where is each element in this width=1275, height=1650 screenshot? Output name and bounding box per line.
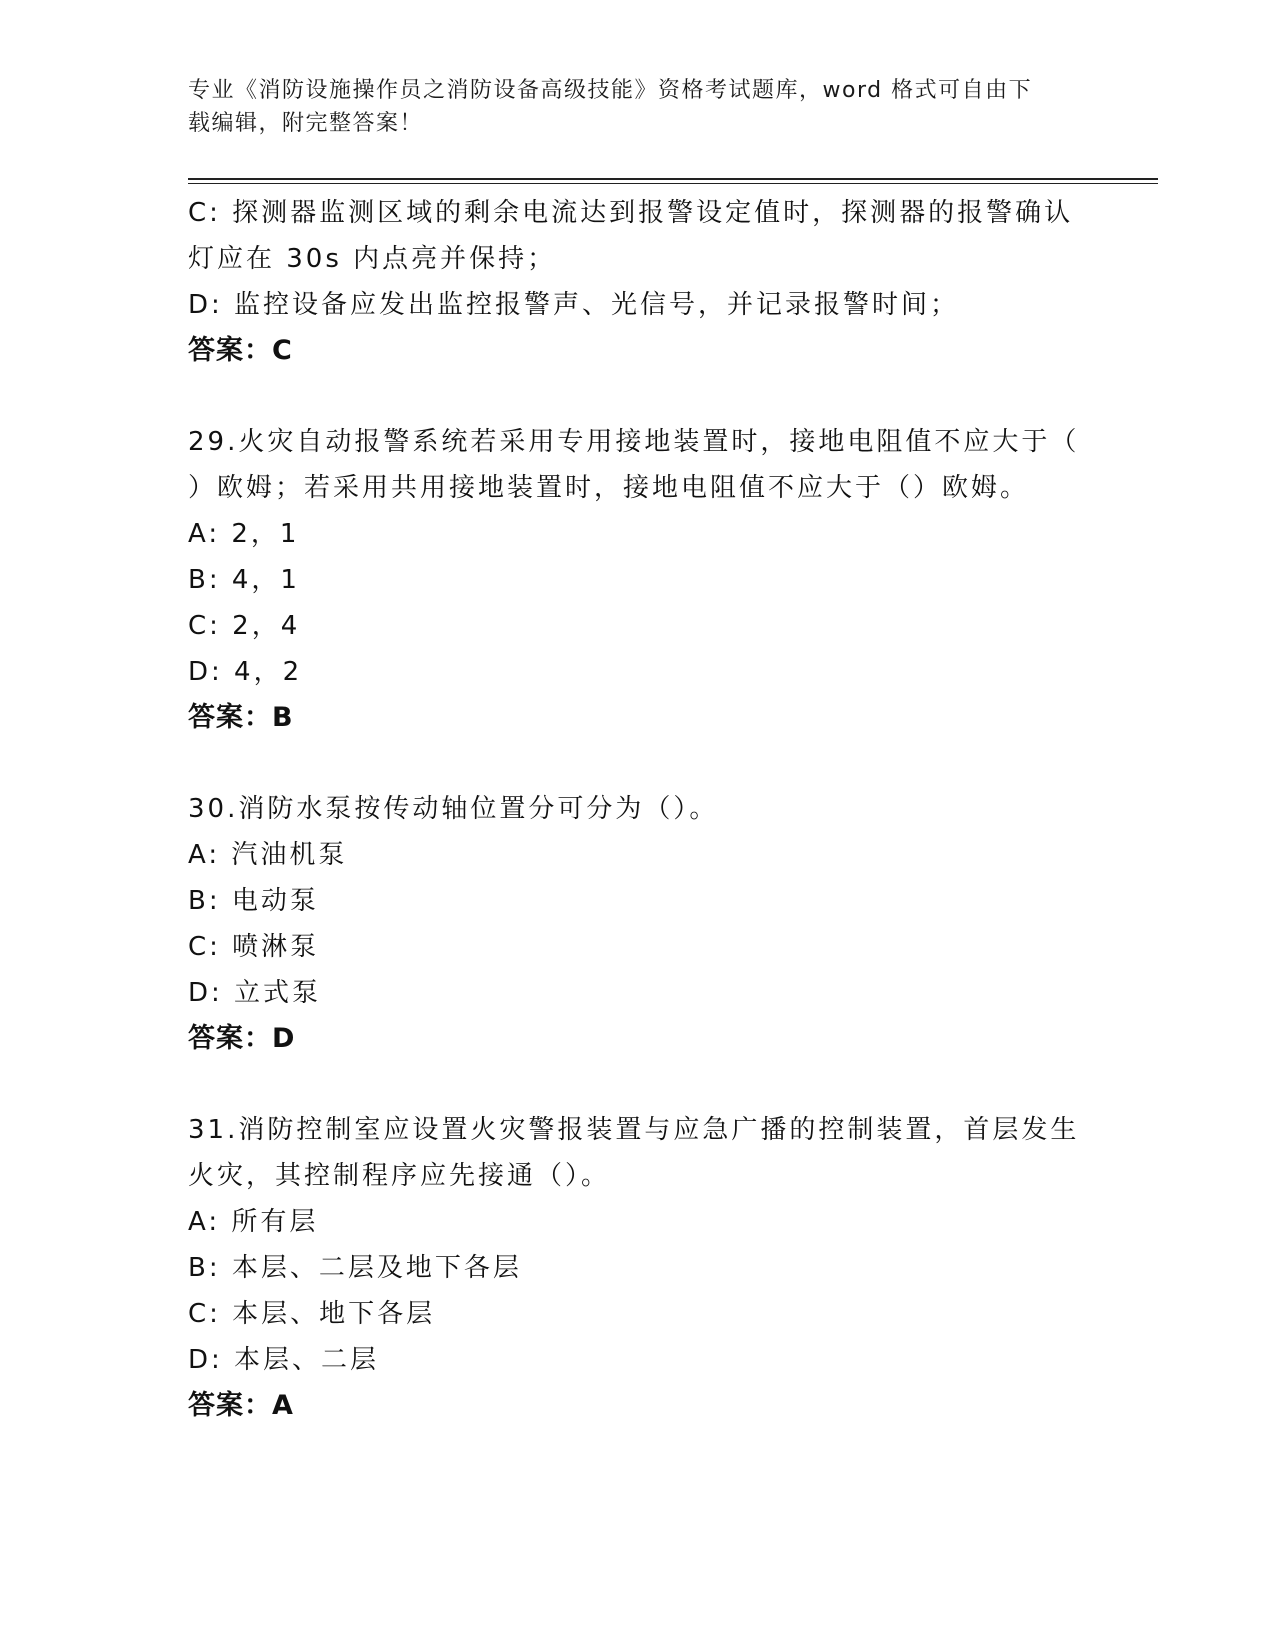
document-header <box>188 74 1068 140</box>
answer-line: 答案：D <box>188 1023 296 1054</box>
question-28-continued <box>188 190 1088 374</box>
question-29 <box>188 419 1088 741</box>
header-line-1: 专业《消防设施操作员之消防设备高级技能》资格考试题库，word 格式可自由下 <box>188 78 1033 103</box>
question-stem-continued: 火灾，其控制程序应先接通（）。 <box>188 1161 611 1191</box>
question-stem-continued: ）欧姆；若采用共用接地装置时，接地电阻值不应大于（）欧姆。 <box>188 473 1030 503</box>
header-divider-thick <box>188 178 1158 180</box>
question-list <box>188 190 1088 1429</box>
option-d: D: 本层、二层 <box>188 1345 380 1375</box>
option-d: D: 立式泵 <box>188 978 322 1008</box>
option-a: A: 2，1 <box>188 519 300 549</box>
option-c: C: 探测器监测区域的剩余电流达到报警设定值时，探测器的报警确认 <box>188 198 1074 228</box>
answer-line: 答案：C <box>188 335 293 366</box>
header-line-2: 载编辑，附完整答案！ <box>188 111 424 136</box>
option-c: C: 本层、地下各层 <box>188 1299 436 1329</box>
answer-line: 答案：B <box>188 702 294 733</box>
option-c: C: 2，4 <box>188 611 301 641</box>
option-b: B: 电动泵 <box>188 886 319 916</box>
option-a: A: 汽油机泵 <box>188 840 348 870</box>
question-31 <box>188 1107 1088 1429</box>
header-divider-thin <box>188 183 1158 184</box>
question-stem: 29.火灾自动报警系统若采用专用接地装置时，接地电阻值不应大于（ <box>188 427 1080 457</box>
answer-line: 答案：A <box>188 1390 294 1421</box>
option-d: D: 监控设备应发出监控报警声、光信号，并记录报警时间； <box>188 290 960 320</box>
question-stem: 31.消防控制室应设置火灾警报装置与应急广播的控制装置，首层发生 <box>188 1115 1080 1145</box>
option-c: C: 喷淋泵 <box>188 932 320 962</box>
option-c-continued: 灯应在 30s 内点亮并保持； <box>188 244 557 274</box>
option-b: B: 4，1 <box>188 565 300 595</box>
option-a: A: 所有层 <box>188 1207 319 1237</box>
question-30 <box>188 786 1088 1062</box>
option-b: B: 本层、二层及地下各层 <box>188 1253 522 1283</box>
option-d: D: 4，2 <box>188 657 303 687</box>
question-stem: 30.消防水泵按传动轴位置分可分为（）。 <box>188 794 719 824</box>
